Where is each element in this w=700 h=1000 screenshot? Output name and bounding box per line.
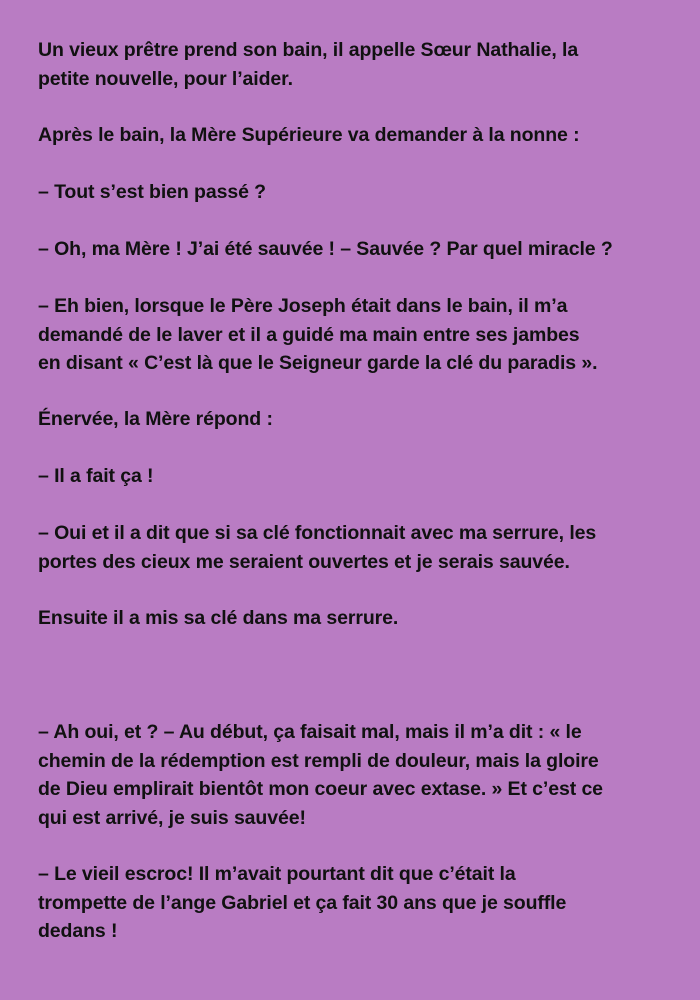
paragraph-reply <box>38 405 668 434</box>
text-line: trompette de l’ange Gabriel et ça fait 30 ans que je souffle <box>38 891 567 914</box>
paragraph-saved <box>38 235 668 264</box>
paragraph-then <box>38 604 668 633</box>
text-line: Un vieux prêtre prend son bain, il appelle Sœur Nathalie, la <box>38 39 579 61</box>
text-line: – Eh bien, lorsque le Père Joseph était dans le bain, il m’a <box>38 295 568 317</box>
text-line: Après le bain, la Mère Supérieure va demander à la nonne : <box>38 124 580 146</box>
paragraph-redemption <box>38 718 668 832</box>
text-line: petite nouvelle, pour l’aider. <box>38 67 293 90</box>
text-line: – Le vieil escroc! Il m’avait pourtant dit que c’était la <box>38 863 516 885</box>
paragraph-after-bath <box>38 121 668 150</box>
text-line: qui est arrivé, je suis sauvée! <box>38 806 306 829</box>
text-line: chemin de la rédemption est rempli de douleur, mais la gloire <box>38 749 599 772</box>
paragraph-explanation <box>38 292 668 378</box>
text-line: – Il a fait ça ! <box>38 465 154 487</box>
paragraph-key-lock <box>38 519 668 576</box>
text-line: – Tout s’est bien passé ? <box>38 181 266 203</box>
text-line: – Oh, ma Mère ! J’ai été sauvée ! – Sauvée ? Par quel miracle ? <box>38 238 613 260</box>
text-line: demandé de le laver et il a guidé ma main entre ses jambes <box>38 323 580 346</box>
text-line: Ensuite il a mis sa clé dans ma serrure. <box>38 607 399 629</box>
text-line: – Oui et il a dit que si sa clé fonctionnait avec ma serrure, les <box>38 522 597 544</box>
text-line: de Dieu emplirait bientôt mon coeur avec extase. » Et c’est ce <box>38 778 603 800</box>
text-line: Énervée, la Mère répond : <box>38 408 273 430</box>
paragraph-punchline <box>38 860 668 946</box>
text-line: – Ah oui, et ? – Au début, ça faisait mal, mais il m’a dit : « le <box>38 721 582 743</box>
paragraph-exclaim <box>38 462 668 491</box>
text-line: portes des cieux me seraient ouvertes et je serais sauvée. <box>38 550 570 573</box>
paragraph-intro <box>38 36 668 93</box>
paragraph-question <box>38 178 668 207</box>
text-line: en disant « C’est là que le Seigneur garde la clé du paradis ». <box>38 352 598 374</box>
text-line: dedans ! <box>38 920 118 942</box>
